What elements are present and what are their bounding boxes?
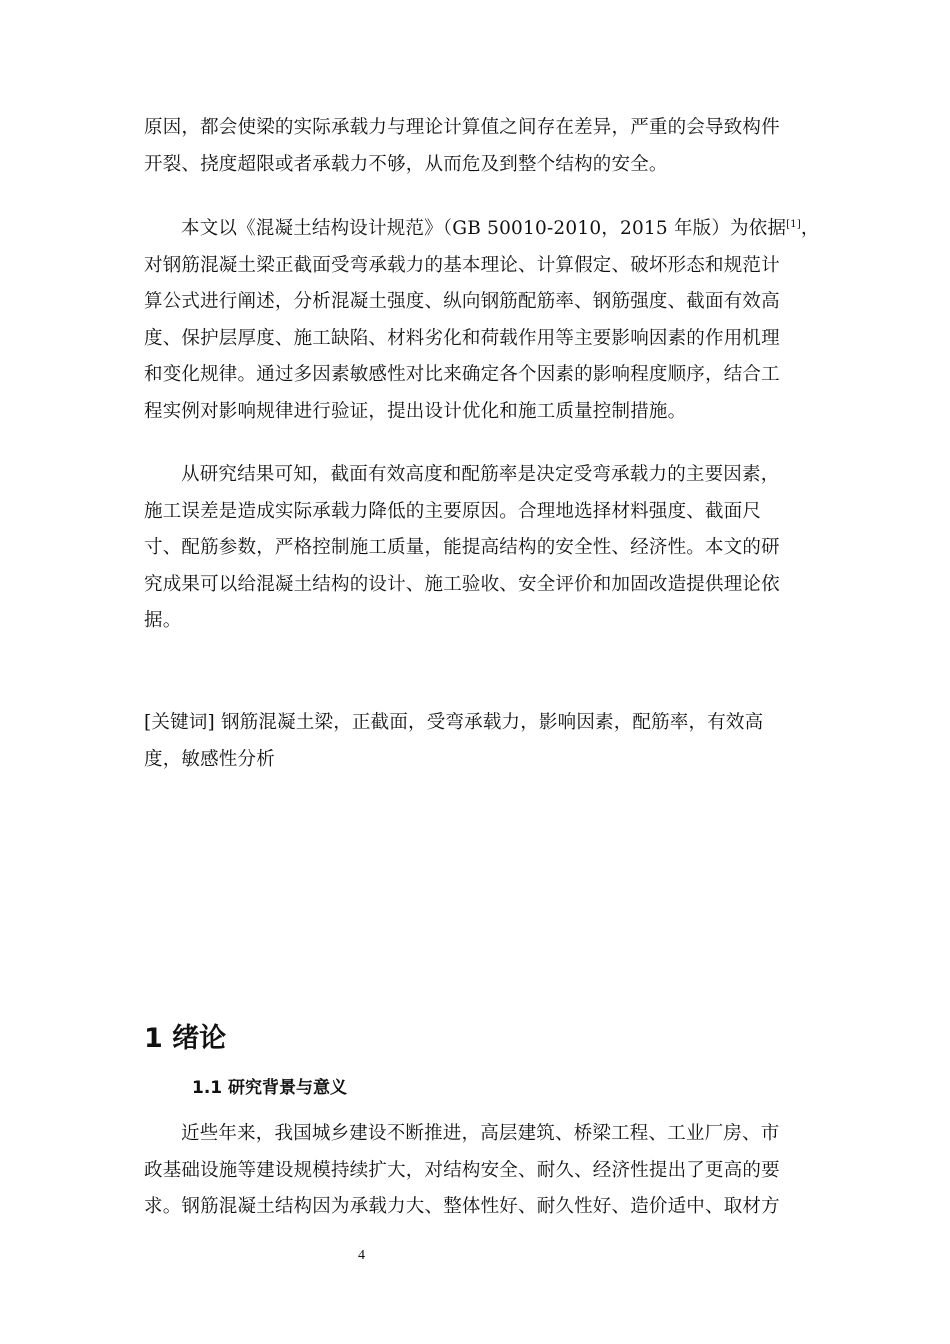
chapter-heading: 1 绪论 — [144, 1023, 227, 1054]
text-line: 寸、配筋参数，严格控制施工质量，能提高结构的安全性、经济性。本文的研 — [144, 537, 780, 558]
paragraph-scope — [144, 211, 820, 430]
text-line: 求。钢筋混凝土结构因为承载力大、整体性好、耐久性好、造价适中、取材方 — [144, 1196, 780, 1217]
text-line: 程实例对影响规律进行验证，提出设计优化和施工质量控制措施。 — [144, 400, 687, 422]
paragraph-conclusion — [144, 457, 799, 640]
text-line: 度、保护层厚度、施工缺陷、材料劣化和荷载作用等主要影响因素的作用机理 — [144, 327, 780, 349]
section-heading: 1.1 研究背景与意义 — [192, 1078, 348, 1098]
page-number: 4 — [358, 1248, 365, 1263]
text-run: ， — [800, 218, 820, 239]
paragraph-background — [144, 1116, 799, 1226]
text-run: 本文以《混凝土结构设计规范》（GB 50010-2010，2015 年版）为依据 — [181, 218, 787, 239]
text-line: 对钢筋混凝土梁正截面受弯承载力的基本理论、计算假定、破坏形态和规范计 — [144, 254, 780, 276]
text-line-first — [144, 211, 820, 248]
paragraph-continued — [144, 110, 799, 183]
keywords-block — [144, 705, 799, 778]
text-line: 究成果可以给混凝土结构的设计、施工验收、安全评价和加固改造提供理论依 — [144, 573, 780, 595]
text-line: 据。 — [144, 610, 182, 631]
text-line: 开裂、挠度超限或者承载力不够，从而危及到整个结构的安全。 — [144, 153, 668, 175]
text-line: 施工误差是造成实际承载力降低的主要原因。合理地选择材料强度、截面尺 — [144, 500, 762, 522]
text-line: 从研究结果可知，截面有效高度和配筋率是决定受弯承载力的主要因素， — [181, 464, 780, 485]
text-line: 度，敏感性分析 — [144, 748, 275, 770]
text-line: 算公式进行阐述，分析混凝土强度、纵向钢筋配筋率、钢筋强度、截面有效高 — [144, 291, 780, 312]
text-line: 政基础设施等建设规模持续扩大，对结构安全、耐久、经济性提出了更高的要 — [144, 1159, 780, 1181]
text-line: 原因，都会使梁的实际承载力与理论计算值之间存在差异，严重的会导致构件 — [144, 117, 780, 138]
text-line: 和变化规律。通过多因素敏感性对比来确定各个因素的影响程度顺序，结合工 — [144, 364, 780, 385]
text-line: [关键词] 钢筋混凝土梁，正截面，受弯承载力，影响因素，配筋率，有效高 — [144, 712, 764, 733]
citation-reference: [1] — [786, 218, 801, 230]
text-line: 近些年来，我国城乡建设不断推进，高层建筑、桥梁工程、工业厂房、市 — [181, 1123, 780, 1144]
